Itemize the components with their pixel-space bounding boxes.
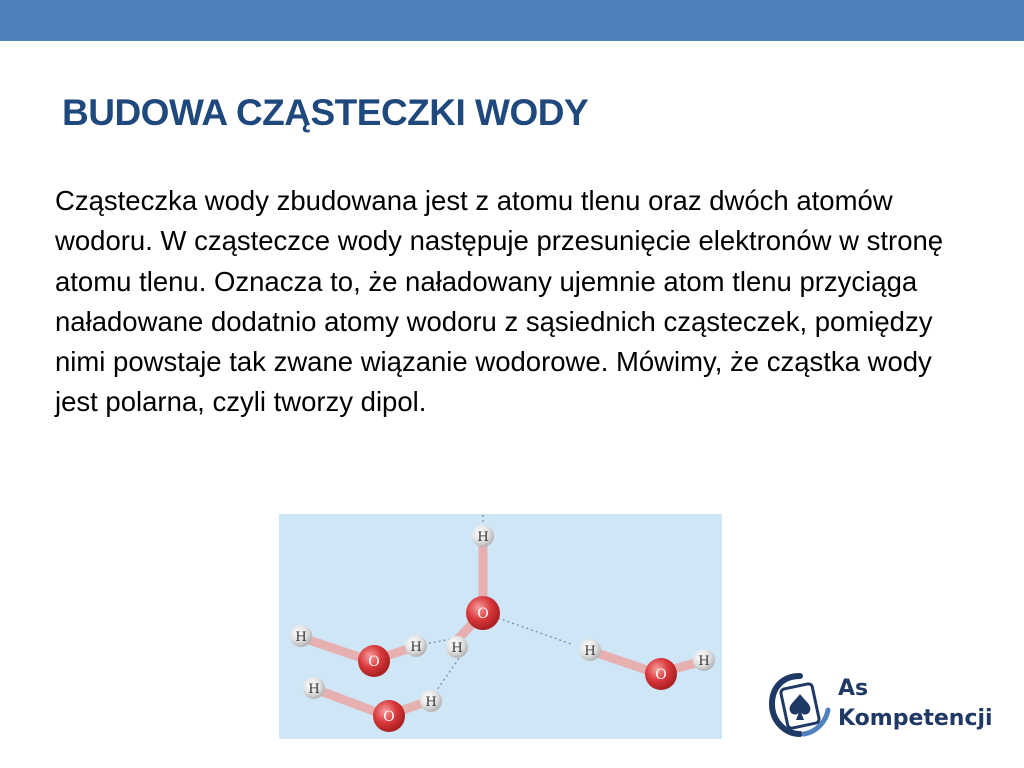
water-molecules-figure — [279, 514, 722, 739]
atom-label: H — [698, 654, 710, 669]
figure-background — [279, 514, 722, 739]
slide-title: BUDOWA CZĄSTECZKI WODY — [62, 92, 589, 133]
atom-label: O — [477, 606, 489, 622]
as-kompetencji-logo — [768, 670, 1008, 746]
atom-label: H — [451, 641, 463, 656]
atom-label: H — [584, 644, 596, 659]
body-paragraph: Cząsteczka wody zbudowana jest z atomu tlenu oraz dwóch atomów wodoru. W cząsteczce wody następuje przesunięcie elektronów w stronę atomu tlenu. Oznacza to, że naładowany ujemnie atom tlenu przyciąga naładowane dodatnio atomy wodoru z sąsiednich cząsteczek, pomiędzy nimi powstaje tak zwane wiązanie wodorowe. Mówimy, że cząstka wody jest polarna, czyli tworzy dipol. — [55, 185, 944, 418]
atom-label: O — [383, 709, 395, 725]
atom-label: H — [425, 695, 437, 710]
logo-line-1: As — [838, 676, 869, 701]
atom-label: O — [368, 654, 380, 670]
atom-label: H — [308, 682, 320, 697]
spade-card-icon — [768, 670, 832, 740]
logo-line-2: Kompetencji — [838, 706, 993, 731]
atom-label: H — [410, 640, 422, 655]
top-accent-band — [0, 0, 1024, 41]
atom-label: H — [295, 630, 307, 645]
atom-label: O — [655, 667, 667, 683]
atom-label: H — [477, 530, 489, 545]
